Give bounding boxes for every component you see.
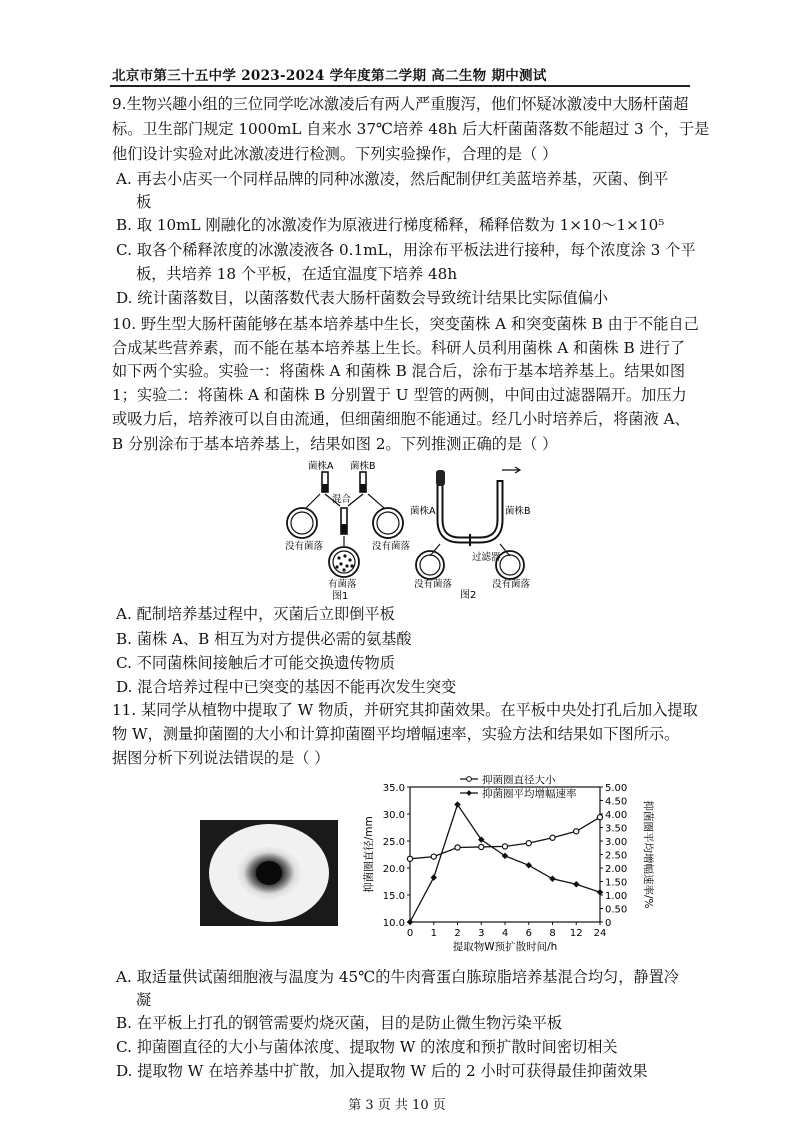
legend-label: 抑菌圈直径大小	[482, 775, 556, 786]
fig1-label-strain-a: 菌株A	[308, 461, 334, 472]
fig2-label-strain-b: 菌株B	[505, 506, 531, 517]
x-axis-label: 提取物W预扩散时间/h	[452, 941, 558, 953]
x-tick-label: 8	[549, 928, 556, 939]
y-tick-label-right: 5.00	[605, 783, 628, 794]
q9-option-b: B. 取 10mL 刚融化的冰激凌作为原液进行梯度稀释，稀释倍数为 1×10～1×10⁵	[116, 216, 665, 234]
figure-2-u-tube	[410, 460, 550, 600]
x-tick-label: 24	[593, 928, 607, 939]
tube-b-icon	[360, 472, 366, 492]
x-tick-label: 12	[569, 928, 583, 939]
y-tick-label-right: 1.00	[605, 891, 628, 902]
data-point-diameter	[479, 844, 484, 849]
q10-stem-line-3: 如下两个实验。实验一：将菌株 A 和菌株 B 混合后，涂布于基本培养基上。结果如图	[112, 362, 686, 380]
q9-option-a-line-2: 板	[136, 193, 152, 211]
q11-stem-line-3: 据图分析下列说法错误的是（ ）	[112, 749, 330, 767]
q10-stem-line-1: 10. 野生型大肠杆菌能够在基本培养基中生长，突变菌株 A 和突变菌株 B 由于不能自己	[112, 315, 699, 333]
y-tick-label-left: 30.0	[382, 810, 405, 821]
data-point-rate	[549, 876, 556, 883]
q11-stem-line-2: 物 W，测量抑菌圈的大小和计算抑菌圈平均增幅速率，实验方法和结果如下图所示。	[112, 725, 680, 743]
page-header: 北京市第三十五中学 2023-2024 学年度第二学期 高二生物 期中测试	[112, 68, 547, 84]
q10-stem-line-5: 或吸力后，培养液可以自由流通，但细菌细胞不能通过。经几小时培养后，将菌液 A、	[112, 410, 690, 428]
q9-option-c-line-1: C. 取各个稀释浓度的冰激凌液各 0.1mL，用涂布平板法进行接种，每个浓度涂 3 个平	[116, 241, 696, 259]
data-point-diameter	[407, 856, 412, 861]
data-point-diameter	[550, 835, 555, 840]
y-axis-label-left: 抑菌圈直径/mm	[363, 816, 375, 893]
series-line-1	[410, 817, 600, 859]
q11-option-a-line-2: 凝	[136, 991, 152, 1009]
q9-option-d: D. 统计菌落数目，以菌落数代表大肠杆菌数会导致统计结果比实际值偏小	[116, 289, 609, 307]
fig1-caption: 图1	[332, 591, 349, 600]
plate-no-colony-left-icon	[287, 508, 317, 538]
y-tick-label-right: 4.50	[605, 796, 628, 808]
y-tick-label-left: 35.0	[382, 783, 405, 794]
y-tick-label-left: 25.0	[382, 837, 405, 848]
fig2-label-strain-a: 菌株A	[410, 506, 436, 517]
legend-marker-circle	[467, 777, 472, 782]
fig1-label-no-colony-left: 没有菌落	[285, 541, 324, 552]
q10-stem-line-4: 1；实验二：将菌株 A 和菌株 B 分别置于 U 型管的两侧，中间由过滤器隔开。加压力	[112, 386, 687, 404]
y-tick-label-right: 2.00	[605, 864, 628, 875]
tube-a-icon	[322, 472, 328, 492]
x-tick-label: 2	[454, 928, 461, 939]
q9-stem-line-3: 他们设计实验对此冰激凌进行检测。下列实验操作，合理的是（ ）	[112, 145, 558, 163]
fig1-label-strain-b: 菌株B	[350, 461, 376, 472]
plate-no-colony-right-icon	[373, 508, 403, 538]
y-tick-label-right: 3.50	[605, 823, 628, 835]
q11-option-b: B. 在平板上打孔的钢管需要灼烧灭菌，目的是防止微生物污染平板	[116, 1014, 563, 1032]
fig1-label-mix: 混合	[332, 494, 352, 505]
q10-option-d: D. 混合培养过程中已突变的基因不能再次发生突变	[116, 678, 457, 696]
fig2-label-no-colony-left: 没有菌落	[414, 579, 453, 590]
q10-option-b: B. 菌株 A、B 相互为对方提供必需的氨基酸	[116, 630, 412, 648]
data-point-diameter	[574, 829, 579, 834]
q10-option-c: C. 不同菌株间接触后才可能交换遗传物质	[116, 654, 395, 672]
q9-stem-line-1: 9.生物兴趣小组的三位同学吃冰激凌后有两人严重腹泻，他们怀疑冰激凌中大肠杆菌超	[112, 95, 689, 113]
data-point-diameter	[526, 841, 531, 846]
header-rule	[110, 85, 690, 87]
q10-option-a: A. 配制培养基过程中，灭菌后立即倒平板	[116, 605, 395, 623]
data-point-rate	[407, 919, 414, 926]
data-point-diameter	[597, 815, 602, 820]
q11-option-a-line-1: A. 取适量供试菌细胞液与温度为 45℃的牛肉膏蛋白胨琼脂培养基混合均匀，静置冷	[116, 968, 679, 986]
data-point-rate	[430, 874, 437, 881]
y-tick-label-right: 2.50	[605, 850, 628, 862]
y-tick-label-left: 15.0	[382, 891, 405, 902]
data-point-diameter	[431, 854, 436, 859]
plate-with-colonies-icon	[329, 547, 359, 577]
data-point-diameter	[502, 844, 507, 849]
y-tick-label-left: 20.0	[382, 864, 405, 875]
plate-no-colony-left-icon	[416, 551, 444, 579]
legend-marker-star	[466, 790, 472, 796]
plate-no-colony-right-icon	[496, 551, 524, 579]
inhibition-zone-chart	[350, 775, 660, 970]
fig2-caption: 图2	[460, 590, 477, 600]
legend-label: 抑菌圈平均增幅速率	[482, 788, 577, 800]
q9-option-c-line-2: 板，共培养 18 个平板，在适宜温度下培养 48h	[136, 265, 458, 283]
q11-option-c: C. 抑菌圈直径的大小与菌体浓度、提取物 W 的浓度和预扩散时间密切相关	[116, 1038, 618, 1056]
x-tick-label: 0	[406, 928, 414, 939]
fig2-label-no-colony-right: 没有菌落	[492, 579, 531, 590]
inhibition-zone-photo	[200, 820, 338, 926]
x-tick-label: 6	[525, 928, 532, 939]
q9-stem-line-2: 标。卫生部门规定 1000mL 自来水 37℃培养 48h 后大杆菌菌落数不能超过 3 个，于是	[112, 120, 710, 138]
fig1-label-has-colony: 有菌落	[328, 579, 357, 590]
q11-option-d: D. 提取物 W 在培养基中扩散，加入提取物 W 后的 2 小时可获得最佳抑菌效果	[116, 1062, 648, 1080]
x-tick-label: 1	[430, 928, 437, 939]
y-tick-label-right: 0	[605, 918, 612, 929]
y-axis-label-right: 抑菌圈平均增幅速率/%	[642, 800, 654, 909]
data-point-rate	[525, 862, 532, 869]
page-footer: 第 3 页 共 10 页	[348, 1098, 446, 1113]
y-tick-label-right: 3.00	[605, 837, 628, 848]
q11-stem-line-1: 11. 某同学从植物中提取了 W 物质，并研究其抑菌效果。在平板中央处打孔后加入提取	[112, 701, 698, 719]
q9-option-a-line-1: A. 再去小店买一个同样品牌的同种冰激凌，然后配制伊红美蓝培养基，灭菌、倒平	[116, 170, 669, 188]
data-point-rate	[573, 881, 580, 888]
data-point-diameter	[455, 845, 460, 850]
u-tube-icon	[436, 470, 500, 540]
x-tick-label: 4	[501, 928, 509, 939]
y-tick-label-left: 10.0	[382, 918, 405, 929]
y-tick-label-right: 4.00	[605, 810, 628, 821]
fig1-label-no-colony-right: 没有菌落	[372, 541, 411, 552]
y-tick-label-right: 1.50	[605, 877, 628, 889]
x-tick-label: 3	[478, 928, 485, 939]
q10-stem-line-6: B 分别涂布于基本培养基上，结果如图 2。下列推测正确的是（ ）	[112, 435, 558, 453]
series-line-2	[410, 805, 600, 922]
fig2-label-filter: 过滤器	[472, 552, 501, 563]
y-tick-label-right: 0.50	[605, 904, 628, 916]
q10-stem-line-2: 合成某些营养素，而不能在基本培养基上生长。科研人员利用菌株 A 和菌株 B 进行了	[112, 339, 686, 357]
figure-1-mixed-culture	[280, 458, 425, 600]
